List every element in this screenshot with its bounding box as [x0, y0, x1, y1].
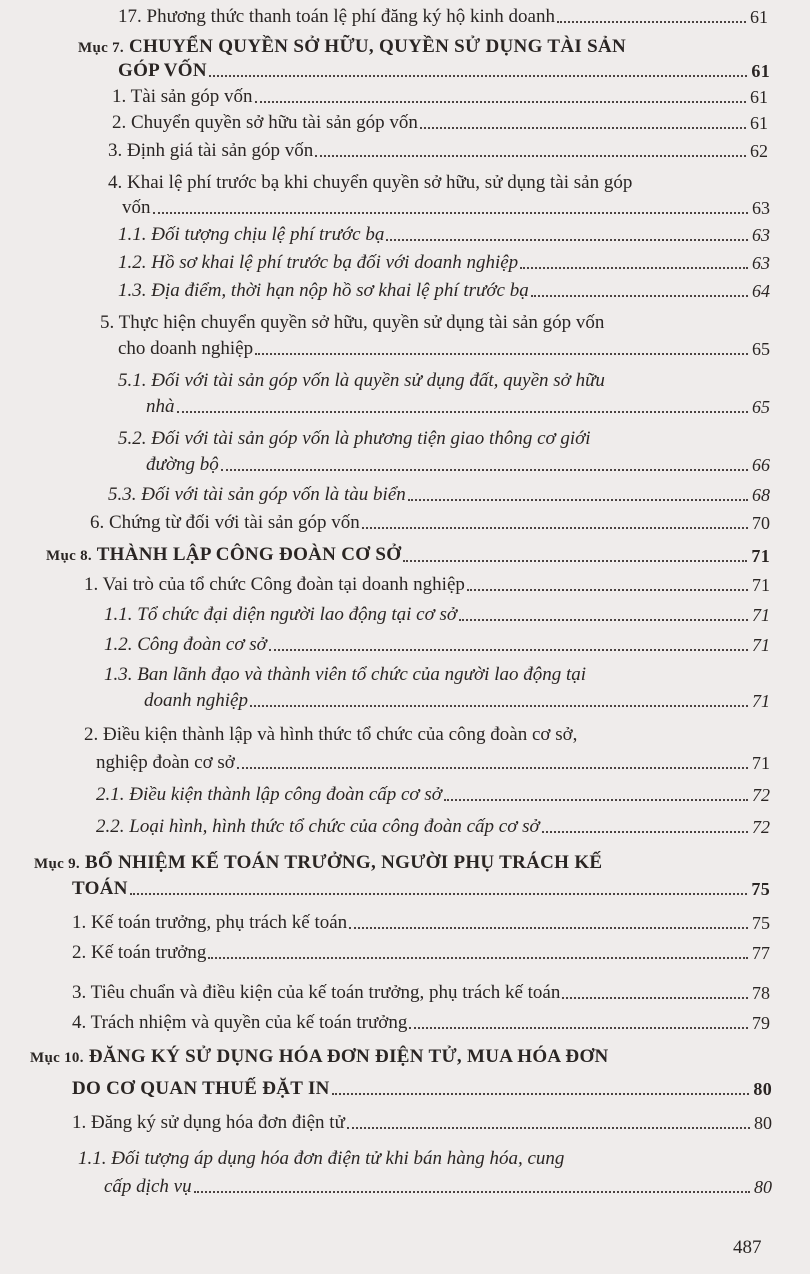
toc-entry-page: 65 [752, 339, 770, 359]
toc-entry-text: 1. Đăng ký sử dụng hóa đơn điện tử [72, 1112, 345, 1133]
toc-entry-text: 1. Tài sản góp vốn [112, 86, 253, 107]
toc-entry-text-line1: 5.1. Đối với tài sản góp vốn là quyền sử dụng đất, quyền sở hữu [118, 370, 605, 391]
toc-entry [104, 1176, 772, 1198]
toc-entry-text-line1: 1.1. Đối tượng áp dụng hóa đơn điện tử khi bán hàng hóa, cung [78, 1148, 565, 1169]
leader-dots [531, 295, 748, 297]
toc-entry [108, 140, 768, 162]
section-title-line1: CHUYỂN QUYỀN SỞ HỮU, QUYỀN SỬ DỤNG TÀI SẢN [129, 36, 627, 57]
toc-entry-page: 71 [752, 753, 770, 773]
leader-dots [209, 75, 748, 77]
section-title-line2: TOÁN [72, 878, 128, 899]
toc-entry [104, 634, 770, 656]
leader-dots [467, 589, 748, 591]
toc-entry [144, 690, 770, 712]
toc-entry [72, 1112, 772, 1134]
leader-dots [315, 155, 746, 157]
toc-entry-page: 65 [752, 397, 770, 417]
toc-entry-text-line2: doanh nghiệp [144, 690, 248, 711]
toc-entry-page: 61 [751, 61, 770, 81]
toc-entry [72, 1012, 770, 1034]
section-prefix: Mục 8. [46, 548, 92, 564]
leader-dots [255, 353, 748, 355]
toc-entry [112, 86, 768, 108]
section-heading [46, 544, 770, 567]
toc-entry-text: 2. Chuyển quyền sở hữu tài sản góp vốn [112, 112, 418, 133]
toc-entry [96, 816, 770, 838]
toc-entry-text: 1.2. Công đoàn cơ sở [104, 634, 267, 655]
leader-dots [208, 957, 748, 959]
toc-entry-text: 1.1. Tổ chức đại diện người lao động tại cơ sở [104, 604, 458, 625]
leader-dots [562, 997, 748, 999]
toc-entry-text: 1. Kế toán trưởng, phụ trách kế toán [72, 912, 348, 933]
section-heading-text [46, 544, 401, 567]
toc-entry-page: 63 [752, 253, 770, 273]
toc-entry-text-line1: 1.3. Ban lãnh đạo và thành viên tổ chức của người lao động tại [104, 664, 587, 685]
toc-entry-text: 5.3. Đối với tài sản góp vốn là tàu biển [108, 484, 406, 505]
toc-entry-text: 2.2. Loại hình, hình thức tổ chức của công đoàn cấp cơ sở [96, 816, 540, 837]
toc-entry-page: 61 [750, 87, 768, 107]
toc-entry-text-line2: nghiệp đoàn cơ sở [96, 752, 235, 773]
section-heading-line2 [72, 878, 770, 900]
section-title: THÀNH LẬP CÔNG ĐOÀN CƠ SỞ [96, 544, 402, 565]
section-title-line1: ĐĂNG KÝ SỬ DỤNG HÓA ĐƠN ĐIỆN TỬ, MUA HÓA ĐƠN [88, 1046, 609, 1067]
toc-entry-text: 1.1. Đối tượng chịu lệ phí trước bạ [118, 224, 385, 245]
toc-entry-page: 77 [752, 943, 770, 963]
section-heading [30, 1046, 609, 1069]
section-heading [78, 36, 626, 59]
toc-entry [84, 574, 770, 596]
leader-dots [221, 469, 748, 471]
section-title-line2: DO CƠ QUAN THUẾ ĐẶT IN [72, 1078, 330, 1099]
section-heading-line2 [118, 60, 770, 82]
leader-dots [403, 560, 747, 562]
toc-entry-text: 6. Chứng từ đối với tài sản góp vốn [90, 512, 360, 533]
page-number: 487 [733, 1237, 762, 1258]
leader-dots [459, 619, 748, 621]
toc-entry-page: 80 [754, 1113, 772, 1133]
toc-entry [90, 512, 770, 534]
toc-entry-page: 66 [752, 455, 770, 475]
toc-entry-text: 1. Vai trò của tổ chức Công đoàn tại doanh nghiệp [84, 574, 465, 595]
toc-entry [118, 6, 768, 28]
toc-entry-page: 75 [752, 913, 770, 933]
leader-dots [177, 411, 749, 413]
toc-entry-page: 71 [752, 605, 770, 625]
leader-dots [542, 831, 748, 833]
toc-entry [96, 752, 770, 774]
section-prefix: Mục 7. [78, 40, 124, 56]
toc-entry-text: 17. Phương thức thanh toán lệ phí đăng ký hộ kinh doanh [118, 6, 555, 27]
leader-dots [255, 101, 746, 103]
toc-entry-page: 62 [750, 141, 768, 161]
toc-entry-page: 72 [752, 817, 770, 837]
leader-dots [386, 239, 748, 241]
leader-dots [520, 267, 748, 269]
leader-dots [130, 893, 748, 895]
toc-entry [118, 224, 770, 246]
toc-entry-page: 75 [751, 879, 770, 899]
toc-entry-page: 70 [752, 513, 770, 533]
leader-dots [332, 1093, 750, 1095]
toc-entry-page: 61 [750, 113, 768, 133]
toc-entry-text-line1: 2. Điều kiện thành lập và hình thức tổ chức của công đoàn cơ sở, [84, 724, 578, 745]
toc-entry-text: 1.2. Hồ sơ khai lệ phí trước bạ đối với doanh nghiệp [118, 252, 519, 273]
toc-entry [146, 396, 770, 418]
leader-dots [349, 927, 748, 929]
leader-dots [269, 649, 748, 651]
toc-entry-text: 1.3. Địa điểm, thời hạn nộp hồ sơ khai lệ phí trước bạ [118, 280, 529, 301]
toc-entry [96, 784, 770, 806]
section-title-line1: BỔ NHIỆM KẾ TOÁN TRƯỞNG, NGƯỜI PHỤ TRÁCH KẾ [85, 852, 603, 873]
toc-entry-page: 80 [754, 1177, 772, 1197]
toc-entry-page: 72 [752, 785, 770, 805]
leader-dots [237, 767, 748, 769]
toc-entry-text-line1: 5.2. Đối với tài sản góp vốn là phương tiện giao thông cơ giới [118, 428, 591, 449]
toc-entry-page: 64 [752, 281, 770, 301]
leader-dots [444, 799, 748, 801]
toc-entry [118, 338, 770, 360]
leader-dots [153, 212, 749, 214]
section-title-line2: GÓP VỐN [118, 60, 207, 81]
leader-dots [250, 705, 748, 707]
toc-entry [108, 484, 770, 506]
toc-entry [104, 604, 770, 626]
toc-entry-text-line2: cấp dịch vụ [104, 1176, 192, 1197]
toc-entry [72, 942, 770, 964]
toc-entry-text-line2: nhà [146, 396, 175, 417]
section-prefix: Mục 9. [34, 856, 80, 872]
leader-dots [557, 21, 746, 23]
section-heading-line2 [72, 1078, 772, 1100]
toc-entry-text: 3. Định giá tài sản góp vốn [108, 140, 314, 161]
toc-entry-text: 3. Tiêu chuẩn và điều kiện của kế toán trưởng, phụ trách kế toán [72, 982, 561, 1003]
section-prefix: Mục 10. [30, 1050, 84, 1066]
toc-entry-text-line2: cho doanh nghiệp [118, 338, 254, 359]
leader-dots [408, 499, 748, 501]
toc-entry-page: 71 [752, 691, 770, 711]
toc-entry-text-line2: đường bộ [146, 454, 219, 475]
toc-entry-page: 61 [750, 7, 768, 27]
toc-entry [112, 112, 768, 134]
toc-entry-page: 71 [751, 546, 770, 566]
toc-entry-text-line1: 5. Thực hiện chuyển quyền sở hữu, quyền sử dụng tài sản góp vốn [100, 312, 605, 333]
leader-dots [194, 1191, 750, 1193]
toc-entry-text: 4. Trách nhiệm và quyền của kế toán trưởng [72, 1012, 408, 1033]
toc-entry-text: 2.1. Điều kiện thành lập công đoàn cấp cơ sở [96, 784, 442, 805]
leader-dots [347, 1127, 750, 1129]
toc-entry-page: 71 [752, 635, 770, 655]
toc-entry [146, 454, 770, 476]
toc-entry [72, 982, 770, 1004]
toc-entry-page: 63 [752, 198, 770, 218]
leader-dots [409, 1027, 748, 1029]
toc-entry-text-line1: 4. Khai lệ phí trước bạ khi chuyển quyền sở hữu, sử dụng tài sản góp [108, 172, 633, 193]
leader-dots [362, 527, 748, 529]
section-heading [34, 852, 602, 875]
toc-entry-page: 63 [752, 225, 770, 245]
toc-entry [72, 912, 770, 934]
leader-dots [420, 127, 746, 129]
toc-entry-text-line2: vốn [122, 197, 151, 218]
toc-entry-page: 80 [753, 1079, 772, 1099]
toc-entry [118, 252, 770, 274]
toc-entry-page: 71 [752, 575, 770, 595]
toc-entry-page: 78 [752, 983, 770, 1003]
toc-entry [118, 280, 770, 302]
toc-entry-text: 2. Kế toán trưởng [72, 942, 207, 963]
toc-entry-page: 68 [752, 485, 770, 505]
toc-entry-page: 79 [752, 1013, 770, 1033]
toc-entry [122, 197, 770, 219]
